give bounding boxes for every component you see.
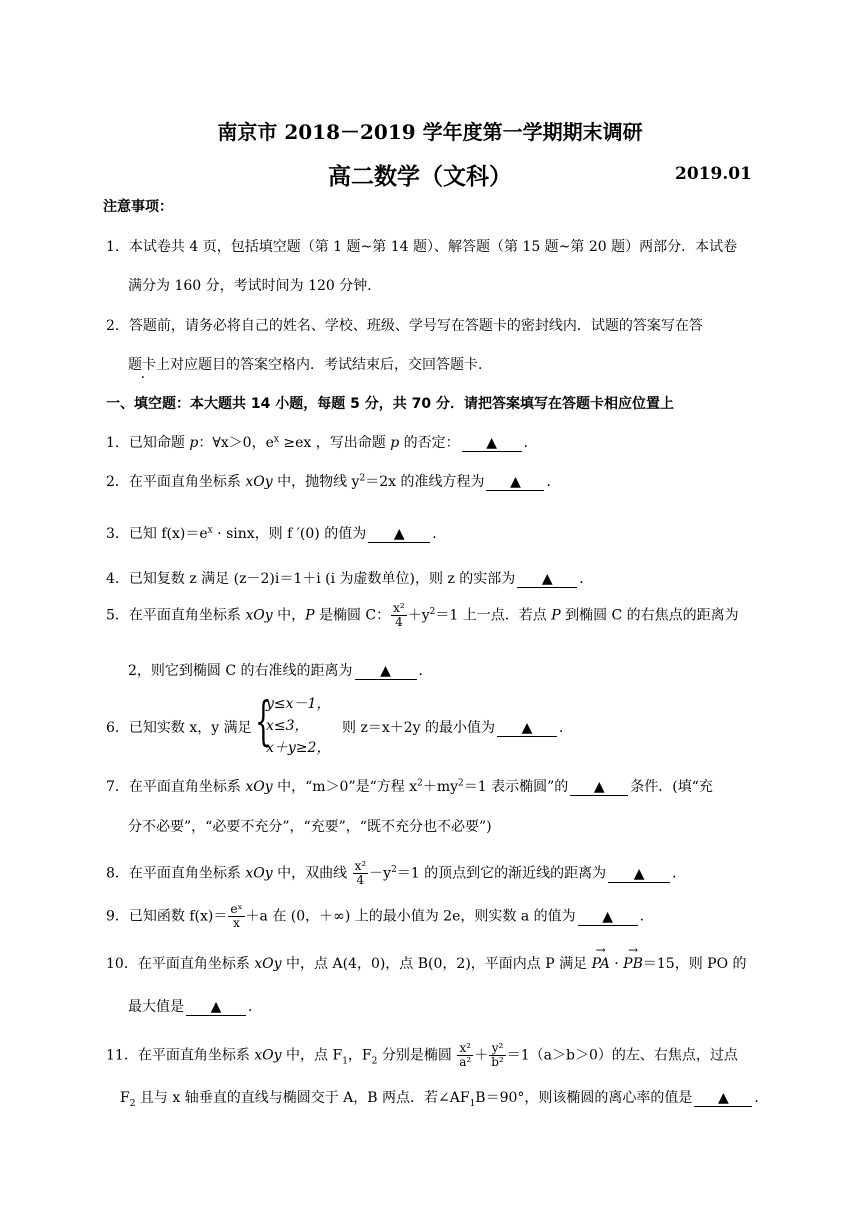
question-4 xyxy=(106,568,593,588)
q11-sub: 1 xyxy=(342,1056,348,1067)
q11-sub: 2 xyxy=(371,1056,378,1067)
q6-end: ． xyxy=(559,720,573,736)
answer-blank[interactable]: ▲ xyxy=(355,663,417,680)
q11-var: xOy xyxy=(254,1047,282,1064)
q6-text: 则 z＝x＋2y 的最小值为 xyxy=(342,720,495,736)
q7-sup: 2 xyxy=(417,778,423,789)
answer-blank[interactable]: ▲ xyxy=(486,474,544,491)
q11-text: 且与 x 轴垂直的直线与椭圆交于 A，B 两点．若∠AF xyxy=(135,1090,470,1106)
q9-end: ． xyxy=(639,908,654,925)
q2-text: 2．在平面直角坐标系 xyxy=(106,474,246,490)
q3-text: · sinx，则 f ′(0) 的值为 xyxy=(212,526,367,542)
q10-text: 中，点 A(4，0)，点 B(0，2)，平面内点 P 满足 xyxy=(281,956,592,972)
question-6-tail xyxy=(342,717,573,737)
question-7 xyxy=(106,776,713,796)
q8-fraction xyxy=(353,860,369,887)
q1-text: ：∀x＞0，e xyxy=(198,435,274,451)
inequality-1: y≤x－1， xyxy=(266,696,331,712)
q11-sub: 1 xyxy=(469,1098,476,1109)
question-1 xyxy=(106,432,538,452)
notice-item-1-line-2: 满分为 160 分，考试时间为 120 分钟． xyxy=(128,278,382,294)
q3-sup: x xyxy=(207,525,213,536)
notice-item-2-line-1: 2．答题前，请务必将自己的姓名、学校、班级、学号写在答题卡的密封线内．试题的答案写在答 xyxy=(106,318,703,334)
inequality-2: x≤3， xyxy=(266,718,309,734)
q1-end: ． xyxy=(523,435,538,451)
q7-text: 中，“m＞0”是“方程 x xyxy=(272,779,418,795)
q8-end: ． xyxy=(672,865,687,882)
q11-text: B＝90°，则该椭圆的离心率的值是 xyxy=(475,1090,693,1106)
q7-text: ＋my xyxy=(422,779,459,795)
q10-end: ． xyxy=(248,999,262,1015)
q11-text: ＋ xyxy=(474,1047,489,1064)
q5-text: 是椭圆 C： xyxy=(314,607,391,624)
q5-text: 2，则它到椭圆 C 的右准线的距离为 xyxy=(128,663,353,679)
answer-blank[interactable]: ▲ xyxy=(517,571,577,588)
q8-text: 中，双曲线 xyxy=(272,865,352,882)
q1-var: p xyxy=(390,435,400,451)
q4-text: 4．已知复数 z 满足 (z－2)i＝1＋i (i 为虚数单位)，则 z 的实部为 xyxy=(106,571,516,587)
q2-text: 中，抛物线 y xyxy=(272,474,360,490)
fraction-denominator: b² xyxy=(491,1055,504,1069)
answer-blank[interactable]: ▲ xyxy=(694,1090,752,1107)
question-10 xyxy=(106,953,747,973)
question-11-line-2 xyxy=(120,1087,768,1109)
q4-end: ． xyxy=(579,571,594,587)
notice-heading: 注意事项： xyxy=(103,199,173,215)
fraction-denominator: 4 xyxy=(395,615,403,629)
answer-blank[interactable]: ▲ xyxy=(578,909,638,926)
question-7-line-2: 分不必要”，“必要不充分”，“充要”，“既不充分也不必要”) xyxy=(128,819,492,835)
q10-text: 10．在平面直角坐标系 xyxy=(106,956,255,972)
q5-text: 到椭圆 C 的右焦点的距离为 xyxy=(560,607,739,624)
inequality-system xyxy=(266,693,330,759)
answer-blank[interactable]: ▲ xyxy=(608,866,670,883)
section-heading: 一、填空题：本大题共 14 小题，每题 5 分，共 70 分．请把答案填写在答题卡相应位置上 xyxy=(106,396,674,412)
q11-text: ，F xyxy=(347,1047,372,1064)
question-6: 6．已知实数 x，y 满足 xyxy=(106,720,252,736)
q10-text: · xyxy=(609,956,624,972)
q11-text: ＝1（a＞b＞0）的左、右焦点，过点 xyxy=(506,1047,738,1064)
q9-fraction xyxy=(228,903,244,930)
q1-text: ≥ex ，写出命题 xyxy=(278,435,391,451)
q8-text: 8．在平面直角坐标系 xyxy=(106,865,246,882)
q5-var: xOy xyxy=(245,607,273,624)
q11-fraction-2 xyxy=(489,1042,506,1069)
notice-item-1-line-1: 1．本试卷共 4 页，包括填空题（第 1 题~第 14 题）、解答题（第 15 题~第 20 题）两部分．本试卷 xyxy=(106,239,738,255)
q1-var: p xyxy=(189,435,199,451)
q11-text: 分别是椭圆 xyxy=(377,1047,457,1064)
q8-var: xOy xyxy=(245,865,273,882)
question-11 xyxy=(106,1042,738,1069)
fraction-numerator: x² xyxy=(393,601,405,615)
q5-text: ＝1 上一点．若点 xyxy=(435,607,552,624)
fraction-numerator: y² xyxy=(489,1042,506,1056)
fraction-denominator: a² xyxy=(459,1055,472,1069)
question-2 xyxy=(106,471,560,491)
q10-text: 最大值是 xyxy=(128,999,184,1015)
q10-text: ＝15，则 PO 的 xyxy=(642,956,747,972)
q2-sup: 2 xyxy=(359,473,366,484)
answer-blank[interactable]: ▲ xyxy=(570,779,628,796)
q7-sup: 2 xyxy=(458,778,464,789)
q11-text: F xyxy=(120,1090,130,1106)
emphasis-text: 题卡 xyxy=(128,357,156,373)
answer-blank[interactable]: ▲ xyxy=(186,999,246,1016)
system-brace: { xyxy=(255,692,272,752)
q8-sup: 2 xyxy=(391,864,397,875)
answer-blank[interactable]: ▲ xyxy=(368,526,430,543)
q8-text: ＝1 的顶点到它的渐近线的距离为 xyxy=(396,865,607,882)
exam-date: 2019.01 xyxy=(675,164,752,184)
q11-end: ． xyxy=(754,1090,769,1106)
q2-var: xOy xyxy=(245,474,273,490)
q9-text: ＋a 在 (0，＋∞) 上的最小值为 2e，则实数 a 的值为 xyxy=(245,908,576,925)
q3-text: 3．已知 f(x)＝e xyxy=(106,526,208,542)
inequality-3: x＋y≥2， xyxy=(266,740,331,756)
question-5-line-2 xyxy=(128,660,433,680)
q5-text: 中， xyxy=(272,607,306,624)
q8-text: －y xyxy=(369,865,392,882)
q5-end: ． xyxy=(418,663,433,679)
fraction-numerator: x² xyxy=(457,1042,473,1056)
q1-sup: x xyxy=(273,434,279,445)
question-8 xyxy=(106,860,686,887)
q2-end: ． xyxy=(546,474,561,490)
question-3 xyxy=(106,523,446,543)
question-5 xyxy=(106,602,739,629)
q5-sup: 2 xyxy=(429,606,436,617)
q1-text: 1．已知命题 xyxy=(106,435,190,451)
vector-pa: → PA xyxy=(592,956,610,972)
vector-pb: → PB xyxy=(623,956,643,972)
exam-subtitle: 高二数学（文科） xyxy=(328,163,512,190)
q11-text: 中，点 F xyxy=(281,1047,343,1064)
q7-var: xOy xyxy=(245,779,273,795)
q5-var: P xyxy=(305,607,315,624)
q11-text: 11．在平面直角坐标系 xyxy=(106,1047,255,1064)
q11-fraction-1 xyxy=(457,1042,473,1069)
q9-text: 9．已知函数 f(x)＝ xyxy=(106,908,228,925)
q7-text: ＝1 表示椭圆”的 xyxy=(463,779,569,795)
q5-text: ＋y xyxy=(407,607,430,624)
q2-text: ＝2x 的准线方程为 xyxy=(365,474,485,490)
q5-fraction xyxy=(391,602,407,629)
notice-item-2-line-2 xyxy=(128,354,492,374)
fraction-numerator: eˣ xyxy=(230,902,243,916)
answer-blank[interactable]: ▲ xyxy=(497,720,557,737)
fraction-denominator: x xyxy=(233,916,240,930)
q5-text: 5．在平面直角坐标系 xyxy=(106,607,246,624)
notice-item-2-line-2-rest: 上对应题目的答案空格内．考试结束后，交回答题卡． xyxy=(156,357,492,373)
question-10-line-2 xyxy=(128,996,262,1016)
q5-var: P xyxy=(551,607,561,624)
q3-end: ． xyxy=(432,526,447,542)
exam-title: 南京市 2018－2019 学年度第一学期期末调研 xyxy=(217,120,643,144)
q7-text: 条件．(填“充 xyxy=(630,779,713,795)
q7-text: 7．在平面直角坐标系 xyxy=(106,779,246,795)
fraction-denominator: 4 xyxy=(356,873,365,887)
q11-sub: 2 xyxy=(129,1098,136,1109)
question-9 xyxy=(106,903,654,930)
q1-text: 的否定： xyxy=(399,435,460,451)
q10-var: xOy xyxy=(254,956,282,972)
answer-blank[interactable]: ▲ xyxy=(462,435,522,452)
fraction-numerator: x² xyxy=(354,859,367,873)
